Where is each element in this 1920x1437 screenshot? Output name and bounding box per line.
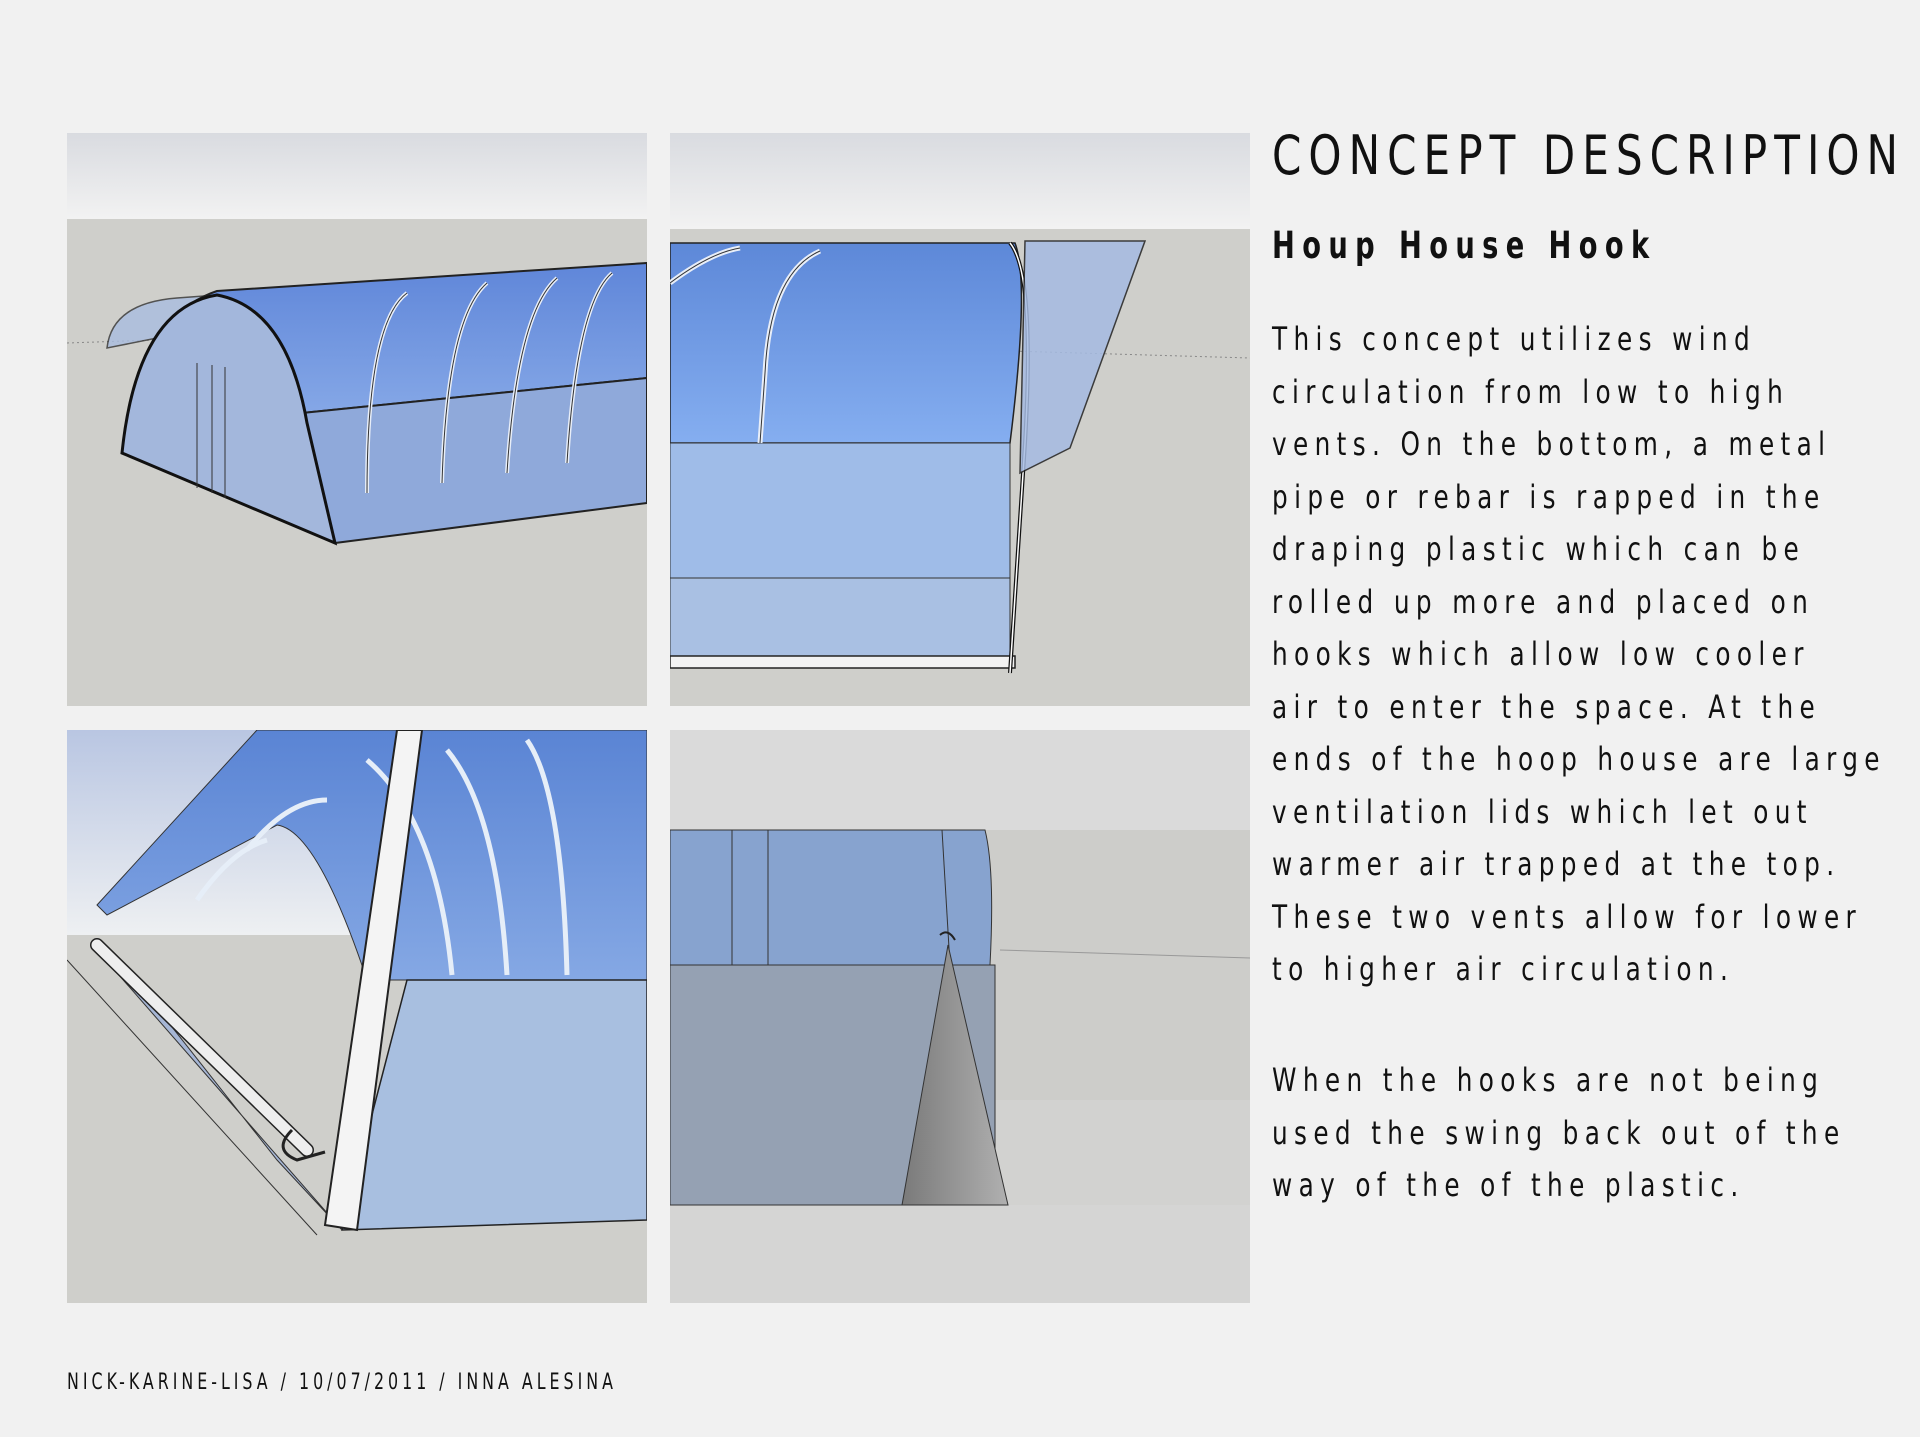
paragraph-line: way of the of the plastic. <box>1272 1166 1745 1204</box>
paragraph-line: rolled up more and placed on <box>1272 582 1815 621</box>
paragraph-line: When the hooks are not being <box>1272 1061 1825 1099</box>
paragraph-line: warmer air trapped at the top. <box>1272 845 1841 883</box>
concept-subtitle: Houp House Hook <box>1272 224 1657 267</box>
paragraph-line: used the swing back out of the <box>1272 1113 1846 1152</box>
concept-paragraph-2 <box>1272 1054 1846 1212</box>
paragraph-line: to higher air circulation. <box>1272 950 1735 988</box>
paragraph-line: air to enter the space. At the <box>1272 687 1822 726</box>
paragraph-line: This concept utilizes wind <box>1272 320 1757 358</box>
interior-pipe-hook-render <box>67 730 647 1303</box>
ventilation-lid-end-render <box>670 133 1250 706</box>
concept-text-column <box>1272 120 1906 1204</box>
paragraph-line: draping plastic which can be <box>1272 530 1806 568</box>
concept-paragraph-1 <box>1272 313 1886 996</box>
hook-closeup-render <box>670 730 1250 1303</box>
page-title: CONCEPT DESCRIPTION <box>1272 124 1906 187</box>
paragraph-line: circulation from low to high <box>1272 372 1790 411</box>
footer-credits: NICK-KARINE-LISA / 10/07/2011 / INNA ALESINA <box>67 1370 617 1395</box>
paragraph-line: hooks which allow low cooler <box>1272 635 1810 673</box>
hoop-house-perspective-render <box>67 133 647 706</box>
paragraph-line: pipe or rebar is rapped in the <box>1272 477 1826 516</box>
paragraph-line: vents. On the bottom, a metal <box>1272 425 1832 463</box>
paragraph-line: ventilation lids which let out <box>1272 792 1813 831</box>
paragraph-line: ends of the hoop house are large <box>1272 740 1886 778</box>
paragraph-line: These two vents allow for lower <box>1272 897 1863 936</box>
